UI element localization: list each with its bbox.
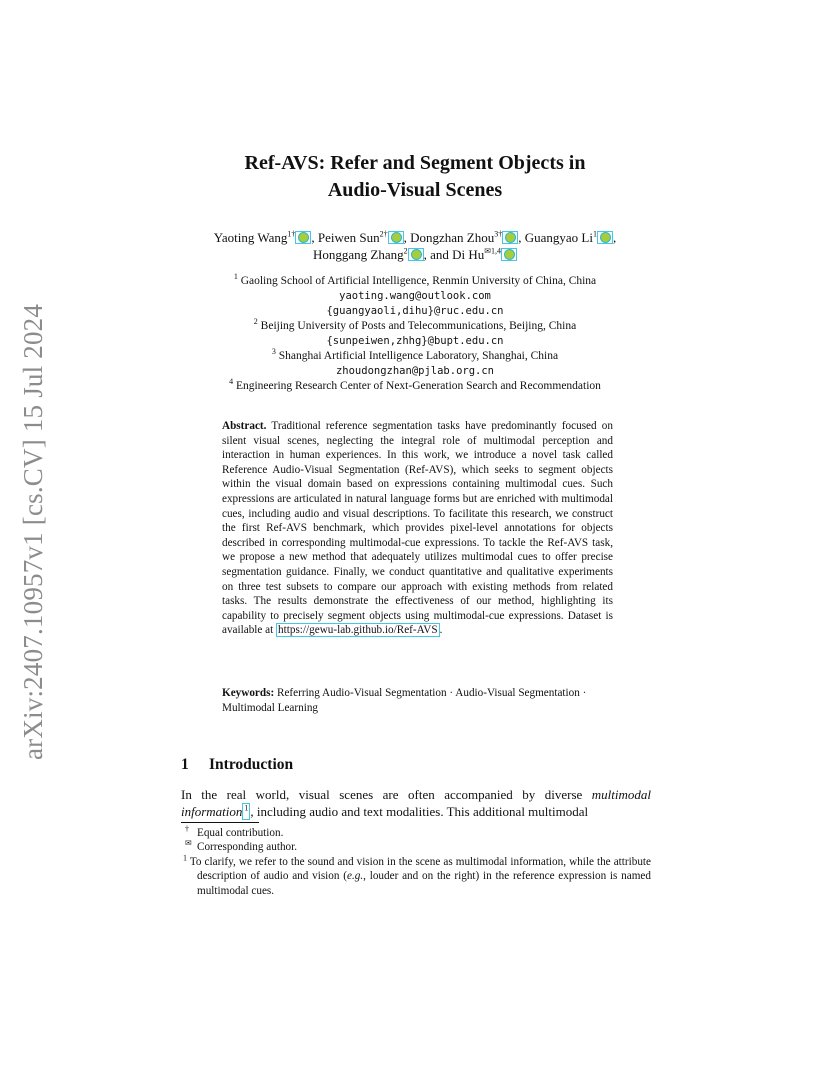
keywords <box>222 686 613 716</box>
affiliation-1 <box>190 274 640 289</box>
keywords-label: Keywords: <box>222 687 275 699</box>
orcid-icon <box>391 232 402 243</box>
intro-text: In the real world, visual scenes are often accompanied by diverse <box>181 787 592 802</box>
orcid-link[interactable] <box>388 231 404 244</box>
author-name: Guangyao Li <box>524 230 593 245</box>
orcid-icon <box>600 232 611 243</box>
separator: , <box>311 230 318 245</box>
footnote-rule <box>181 822 259 823</box>
author-affil-sup: 1 <box>592 229 597 239</box>
footnotes <box>181 826 651 898</box>
footnote-corresponding <box>181 840 651 854</box>
paper-title <box>180 150 650 204</box>
intro-emphasis: multimodal information <box>181 787 651 819</box>
orcid-icon <box>298 232 309 243</box>
affil-text: Engineering Research Center of Next-Generation Search and Recommendation <box>235 380 601 392</box>
footnote-mark: 1 <box>183 853 187 863</box>
footnote-1 <box>181 855 651 898</box>
separator: , <box>612 230 617 245</box>
author-name: Honggang Zhang <box>313 247 404 262</box>
orcid-icon <box>411 249 422 260</box>
abstract-text: Traditional reference segmentation tasks have predominantly focused on silent visual scenes, neglecting the integral role of multimodal perception and interaction in human experiences. In this work, we introduce a novel task called Reference Audio-Visual Segmentation (Ref-AVS), which seeks to segment objects within the visual domain based on expressions containing multimodal cues. Such expressions are articulated in natural language forms but are enriched with multimodal cues, including audio and visual descriptions. To facilitate this research, we construct the first Ref-AVS benchmark, which provides pixel-level annotations for objects described in corresponding multimodal-cue expressions. To tackle the Ref-AVS task, we propose a new method that adequately utilizes multimodal cues to offer precise segmentation guidance. Finally, we conduct quantitative and qualitative experiments on three test subsets to compare our approach with existing methods from related tasks. The results demonstrate the effectiveness of our method, highlighting its capability to precisely segment objects using multimodal-cue expressions. Dataset is available at <box>222 420 613 637</box>
affil-mark: 2 <box>253 317 258 327</box>
author-name: Dongzhan Zhou <box>410 230 495 245</box>
orcid-icon <box>504 249 515 260</box>
section-heading <box>181 756 293 774</box>
footnote-mark: † <box>185 824 189 834</box>
keywords-text: Referring Audio-Visual Segmentation · Audio-Visual Segmentation · Multimodal Learning <box>222 687 587 714</box>
footnote-mark: ✉ <box>185 838 192 848</box>
orcid-link[interactable] <box>295 231 311 244</box>
orcid-link[interactable] <box>502 231 518 244</box>
affil-text: Beijing University of Posts and Telecommunications, Beijing, China <box>260 320 577 332</box>
email[interactable]: yaoting.wang@outlook.com <box>339 290 491 302</box>
footnote-text: To clarify, we refer to the sound and vision in the scene as multimodal information, while the attribute description of audio and vision ( <box>189 855 651 883</box>
affil-mark: 3 <box>271 347 276 357</box>
affil-text: Shanghai Artificial Intelligence Laboratory, Shanghai, China <box>278 350 559 362</box>
footnote-ref: 1 <box>244 803 249 813</box>
affil-mark: 4 <box>229 377 234 387</box>
author-affil-sup: ✉1,4 <box>484 246 501 256</box>
footnote-text: , louder and on the right) in the reference expression is named multimodal cues. <box>197 870 651 897</box>
author-affil-sup: 2 <box>403 246 408 256</box>
footnote-emphasis: e.g. <box>346 870 364 883</box>
section-title: Introduction <box>209 756 294 773</box>
author-name: Yaoting Wang <box>213 230 288 245</box>
title-line-1: Ref-AVS: Refer and Segment Objects in <box>244 152 586 174</box>
author-affil-sup: 3† <box>494 229 503 239</box>
email[interactable]: {guangyaoli,dihu}@ruc.edu.cn <box>326 305 504 317</box>
footnote-equal-contribution <box>181 826 651 840</box>
orcid-icon <box>505 232 516 243</box>
email[interactable]: zhoudongzhan@pjlab.org.cn <box>335 365 495 377</box>
orcid-link[interactable] <box>501 248 517 261</box>
email[interactable]: {sunpeiwen,zhhg}@bupt.edu.cn <box>326 335 504 347</box>
separator: , <box>403 230 411 245</box>
abstract-end: . <box>439 624 443 637</box>
author-list <box>180 229 650 263</box>
author-name: Di Hu <box>452 247 485 262</box>
affiliation-2 <box>190 319 640 334</box>
author-affil-sup: 2† <box>379 229 388 239</box>
separator: , and <box>423 247 453 262</box>
abstract <box>222 419 613 638</box>
arxiv-identifier-stamp: arXiv:2407.10957v1 [cs.CV] 15 Jul 2024 <box>18 303 48 760</box>
orcid-link[interactable] <box>408 248 424 261</box>
intro-paragraph <box>181 786 651 820</box>
separator: , <box>518 230 525 245</box>
dataset-link[interactable]: https://gewu-lab.github.io/Ref-AVS <box>278 624 438 637</box>
author-affil-sup: 1† <box>287 229 296 239</box>
affiliation-3 <box>190 349 640 364</box>
affiliation-4 <box>190 379 640 394</box>
affiliations <box>190 274 640 394</box>
orcid-link[interactable] <box>597 231 613 244</box>
abstract-label: Abstract. <box>222 420 267 432</box>
section-number: 1 <box>181 756 189 773</box>
title-line-2: Audio-Visual Scenes <box>327 179 503 201</box>
author-name: Peiwen Sun <box>317 230 380 245</box>
footnote-text: Corresponding author. <box>197 841 298 854</box>
intro-text: , including audio and text modalities. This additional multimodal <box>250 804 589 819</box>
footnote-text: Equal contribution. <box>197 827 284 839</box>
affil-text: Gaoling School of Artificial Intelligence, Renmin University of China, China <box>240 275 597 287</box>
affil-mark: 1 <box>233 272 238 282</box>
